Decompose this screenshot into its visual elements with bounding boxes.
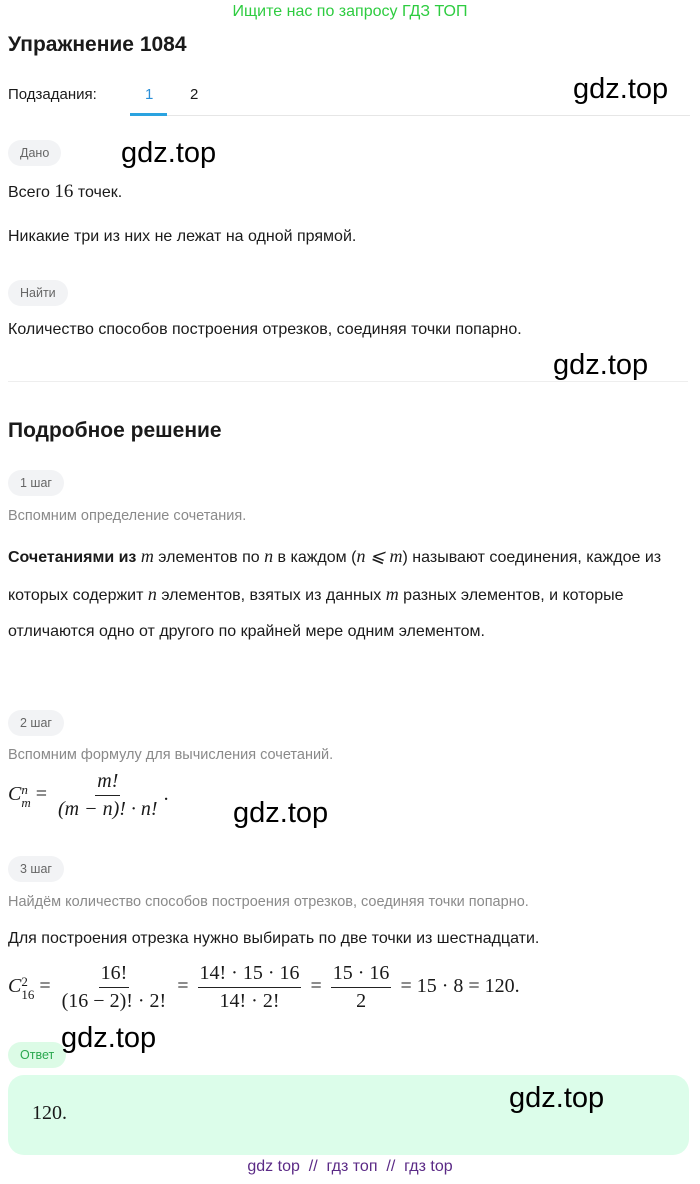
step-3-badge: 3 шаг	[8, 856, 64, 882]
find-badge: Найти	[8, 280, 68, 306]
solution-heading: Подробное решение	[8, 419, 222, 442]
answer-value: 120.	[32, 1102, 67, 1124]
watermark: gdz.top	[509, 1082, 605, 1114]
watermark: gdz.top	[553, 349, 649, 381]
step-2-hint: Вспомним формулу для вычисления сочетаний.	[8, 747, 334, 763]
watermark: gdz.top	[61, 1022, 157, 1054]
combination-definition: Сочетаниями из m элементов по n в каждом (n ⩽ m) называют соединения, каждое из которых содержит n элементов, взятых из данных m разных элементов, и которые отличаются одно от другого по крайней мере одним элементом.	[8, 546, 662, 640]
footer-links[interactable]: gdz top // гдз топ // гдз top	[247, 1158, 453, 1175]
step-2-badge: 2 шаг	[8, 710, 64, 736]
active-tab-indicator	[130, 113, 167, 116]
answer-badge: Ответ	[8, 1042, 66, 1068]
section-divider	[8, 381, 688, 382]
step-3-text: Для построения отрезка нужно выбирать по две точки из шестнадцати.	[8, 930, 540, 947]
tab-subtask-1[interactable]: 1	[145, 86, 154, 103]
watermark: gdz.top	[121, 137, 217, 169]
given-text-1: Всего 16 точек.	[8, 181, 123, 202]
watermark: gdz.top	[573, 73, 669, 105]
combination-formula: C n m = $\frac{m!}{(m - n)! \cdot n!}$ .	[8, 770, 169, 820]
find-text: Количество способов построения отрезков, соединяя точки попарно.	[8, 321, 522, 338]
tabs-divider	[130, 115, 690, 116]
answer-box	[8, 1075, 689, 1155]
given-text-2: Никакие три из них не лежат на одной прямой.	[8, 228, 357, 245]
tab-subtask-2[interactable]: 2	[190, 86, 199, 103]
step-3-hint: Найдём количество способов построения отрезков, соединяя точки попарно.	[8, 894, 529, 910]
page-title: Упражнение 1084	[8, 33, 187, 56]
step-1-badge: 1 шаг	[8, 470, 64, 496]
search-banner: Ищите нас по запросу ГДЗ ТОП	[232, 3, 468, 20]
calculation-formula: C 2 16 = $\frac{16!}{(16 - 2)! \cdot 2!}$ = $\frac{14! \cdot 15 \cdot 16}{14! \cdot 2!}$ = $\frac{15 \cdot 16}{2}$ = 15 · 8 = 120.	[8, 962, 520, 1012]
watermark: gdz.top	[233, 797, 329, 829]
subtasks-label: Подзадания:	[8, 86, 97, 103]
given-badge: Дано	[8, 140, 61, 166]
step-1-hint: Вспомним определение сочетания.	[8, 508, 247, 524]
